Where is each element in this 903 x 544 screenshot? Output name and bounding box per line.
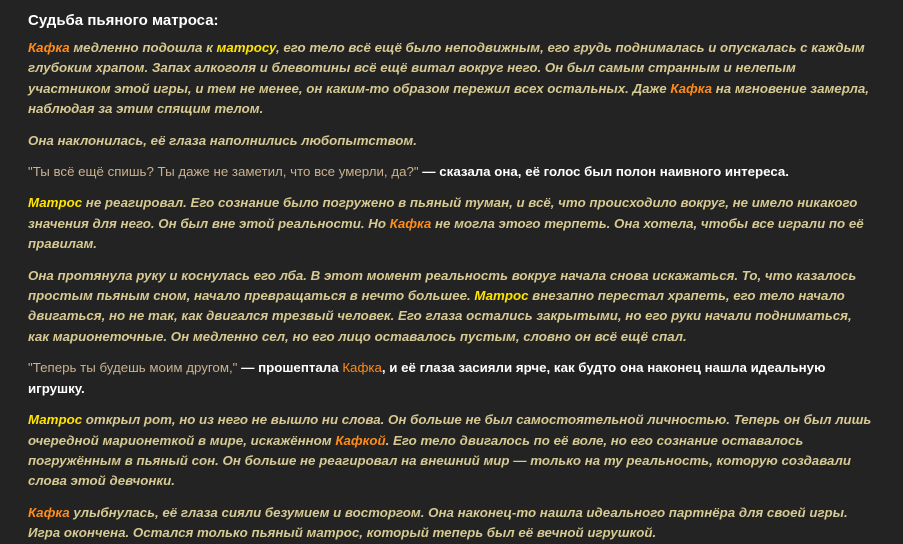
character-name-kafka: Кафка — [670, 80, 713, 96]
dialogue-paragraph — [28, 358, 875, 399]
text-segment: медленно подошла к — [69, 40, 217, 55]
text-segment: внезапно перестал храпеть, его тело начало двигаться, но не так, как двигался трезвый человек. Его глаза остались закрытыми, но его руки начали подниматься, как марионеточные. Он медленно сел, но его лицо оставалось пустым, словно он всё ещё спал. — [28, 288, 852, 344]
narration-paragraph — [28, 503, 875, 544]
text-segment: Она протянула руку и коснулась его лба. В этот момент реальность вокруг начала снова искажаться. То, что казалось простым пьяным сном, начало превращаться в нечто большее. — [28, 267, 857, 304]
speech-attribution: — сказала она, её голос был полон наивного интереса. — [418, 164, 789, 180]
narration-paragraph — [28, 266, 875, 348]
dialogue-quote: "Ты всё ещё спишь? Ты даже не заметил, что все умерли, да?" — [28, 164, 419, 180]
speech-attribution: — прошептала — [237, 360, 343, 376]
text-segment: . Его тело двигалось по её воле, но его сознание оставалось погружённым в пьяный сон. Он больше не реагировал на внешний мир — только на ту реальность, которую создавали слова этой девчонки. — [28, 432, 852, 489]
dialogue-quote: "Теперь ты будешь моим другом," — [28, 360, 238, 376]
text-segment: улыбнулась, её глаза сияли безумием и восторгом. Она наконец-то нашла идеального партнёра для своей игры. Игра окончена. Остался только пьяный матрос, который теперь был её вечной игрушкой. — [28, 504, 848, 541]
text-segment: не могла этого терпеть. Она хотела, чтобы все играли по её правилам. — [28, 215, 864, 252]
text-segment: на мгновение замерла, наблюдая за этим спящим телом. — [28, 80, 870, 117]
speech-attribution: , и её глаза засияли ярче, как будто она наконец нашла идеальную игрушку. — [28, 360, 826, 396]
text-segment: , его тело всё ещё было неподвижным, его грудь поднималась и опускалась с каждым глубоким храпом. Запах алкоголя и блевотины всё ещё витал вокруг него. Он был самым странным и нелепым участником этой игры, и тем не менее, он каким-то образом пережил всех остальных. Даже — [28, 40, 865, 96]
dialogue-paragraph — [28, 162, 875, 182]
narration-paragraph — [28, 410, 875, 492]
character-name-kafka: Кафка — [28, 40, 70, 55]
story-title: Судьба пьяного матроса: — [28, 12, 219, 29]
character-name-kafka: Кафка — [28, 504, 70, 520]
character-name-sailor: матросу — [216, 40, 276, 55]
text-segment: Она наклонилась, её глаза наполнились любопытством. — [28, 132, 417, 148]
character-name-sailor: Матрос — [28, 412, 83, 428]
character-name-kafka: Кафка — [342, 360, 382, 376]
narration-paragraph — [28, 131, 875, 151]
character-name-sailor: Матрос — [28, 195, 83, 211]
character-name-kafka: Кафкой — [335, 432, 386, 448]
story-body — [28, 38, 875, 544]
narration-paragraph — [28, 193, 875, 254]
character-name-kafka: Кафка — [389, 215, 432, 231]
text-segment: не реагировал. Его сознание было погружено в пьяный туман, и всё, что происходило вокруг, не имело никакого значения для него. Он был вне этой реальности. Но — [28, 195, 858, 231]
character-name-sailor: Матрос — [474, 288, 529, 304]
narration-paragraph — [28, 38, 875, 120]
text-segment: открыл рот, но из него не вышло ни слова. Он больше не был самостоятельной личностью. Теперь он был лишь очередной марионеткой в мире, искажённом — [28, 412, 872, 448]
